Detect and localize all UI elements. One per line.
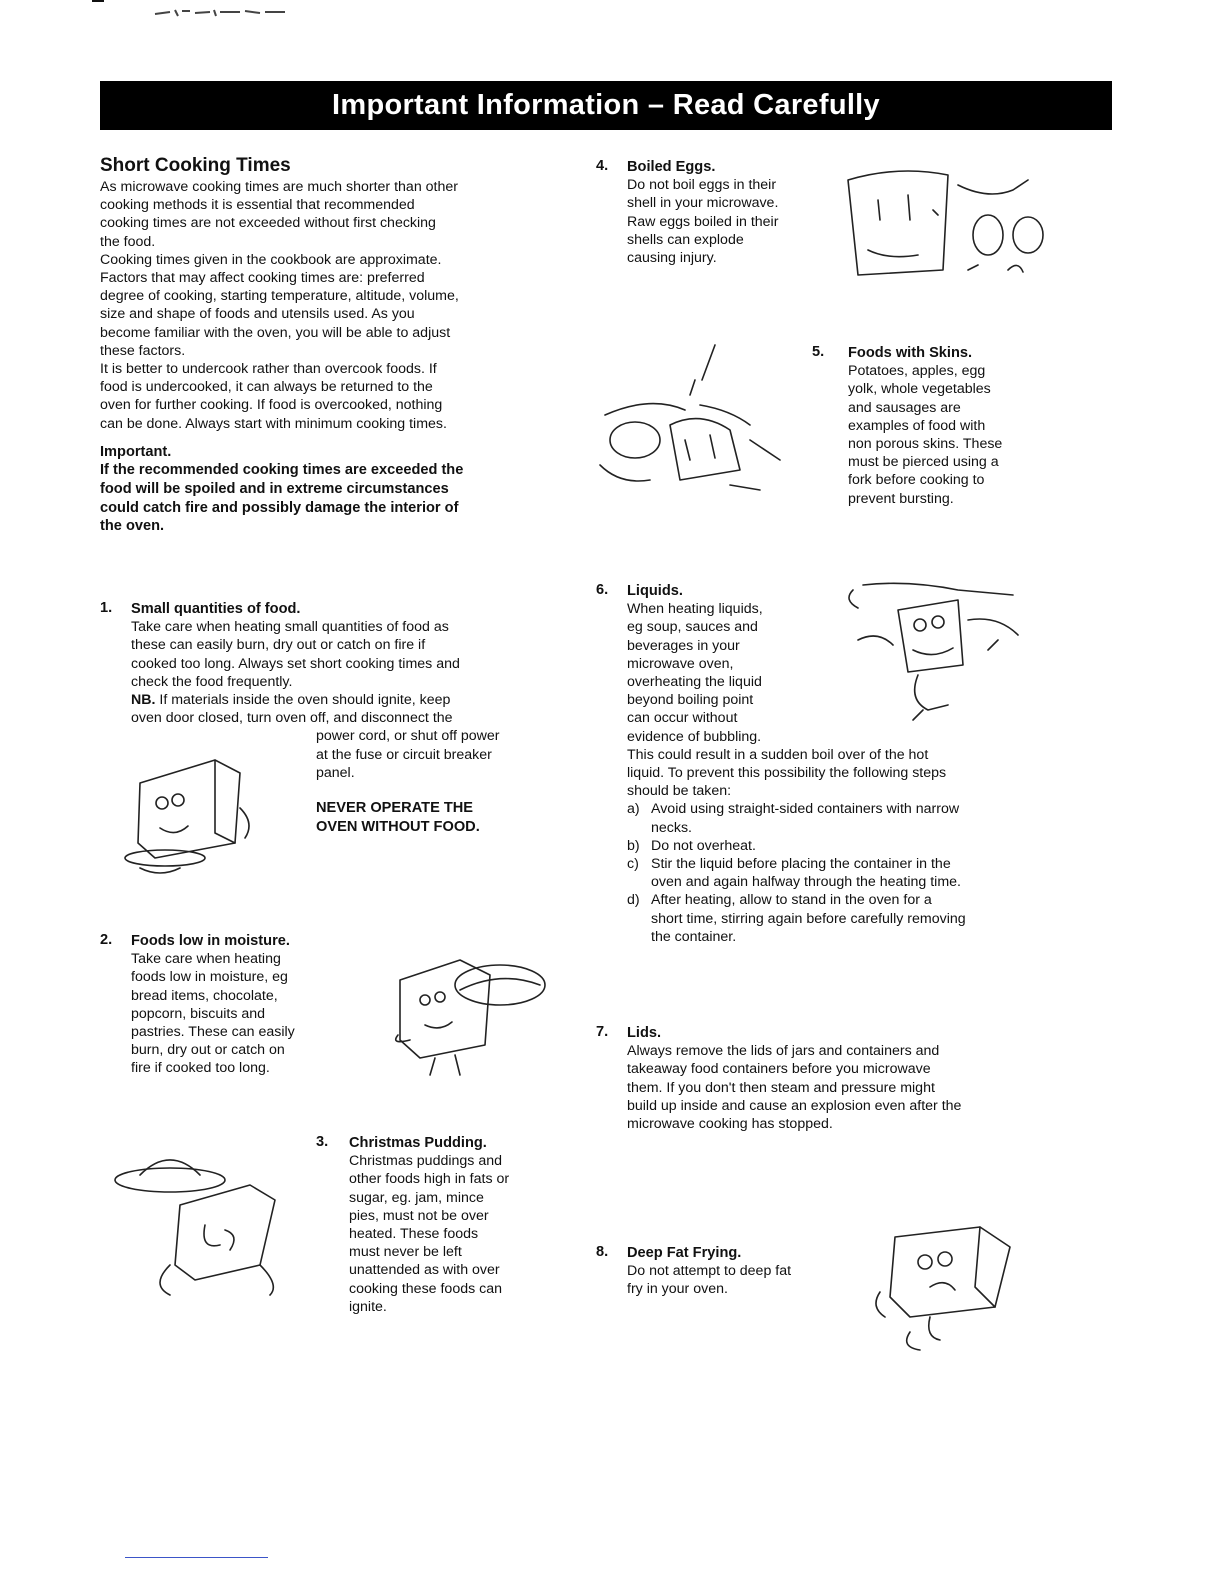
- banner-title: Important Information – Read Carefully: [332, 89, 880, 121]
- text-line: become familiar with the oven, you will be able to adjust: [100, 324, 451, 341]
- text-line: can occur without: [627, 710, 738, 727]
- text-line: must never be left: [349, 1244, 462, 1261]
- text-line: fork before cooking to: [848, 472, 985, 489]
- important-label: Important.: [100, 443, 172, 460]
- item-title: Small quantities of food.: [131, 601, 301, 617]
- text-line: ignite.: [349, 1298, 387, 1315]
- text-line: other foods high in fats or: [349, 1171, 510, 1188]
- text-line: size and shape of foods and utensils used. As you: [100, 306, 415, 323]
- text-line: popcorn, biscuits and: [131, 1005, 266, 1022]
- text-line: overheating the liquid: [627, 674, 762, 691]
- bread-microwave-cartoon-illustration: [380, 940, 550, 1085]
- text-line: takeaway food containers before you microwave: [627, 1061, 931, 1078]
- text-line: fire if cooked too long.: [131, 1060, 270, 1077]
- item-text: [349, 1152, 576, 1316]
- text-line: liquid. To prevent this possibility the following steps: [627, 765, 947, 782]
- item-number: 1.: [100, 600, 113, 616]
- item-title: Foods with Skins.: [848, 345, 973, 361]
- text-line: panel.: [316, 764, 355, 781]
- text-line: and sausages are: [848, 399, 961, 416]
- text-line: Factors that may affect cooking times are: preferred: [100, 270, 425, 287]
- text-line: Do not overheat.: [651, 837, 756, 854]
- text-line: As microwave cooking times are much shorter than other: [100, 179, 458, 195]
- text-line: build up inside and cause an explosion even after the: [627, 1097, 962, 1114]
- item-deep-fat-frying: [596, 1244, 856, 1299]
- eggs-microwave-cartoon-illustration: [838, 160, 1053, 285]
- text-line: heated. These foods: [349, 1226, 479, 1243]
- text-line: This could result in a sudden boil over of the hot: [627, 746, 929, 763]
- section-heading: Short Cooking Times: [100, 155, 291, 176]
- text-line: oven and again halfway through the heating time.: [651, 874, 961, 891]
- text-line: After heating, allow to stand in the oven for a: [651, 892, 932, 909]
- item-low-moisture: [100, 932, 400, 1078]
- list-item: [627, 891, 1076, 946]
- page-banner: [100, 81, 1112, 130]
- text-line: It is better to undercook rather than overcook foods. If: [100, 361, 437, 378]
- text-line: these can easily burn, dry out or catch on fire if: [131, 637, 426, 654]
- list-item: [627, 837, 1076, 855]
- text-line: beyond boiling point: [627, 692, 754, 709]
- text-line: pies, must not be over: [349, 1207, 489, 1224]
- text-line: degree of cooking, starting temperature, altitude, volume,: [100, 288, 459, 305]
- list-item: [627, 800, 1076, 836]
- nb-label: NB.: [131, 692, 156, 709]
- item-text: [627, 1262, 856, 1298]
- nb-continued: [316, 727, 570, 782]
- text-line: beverages in your: [627, 637, 740, 654]
- item-text: [627, 1042, 1076, 1133]
- text-line: at the fuse or circuit breaker: [316, 746, 492, 763]
- text-line: OVEN WITHOUT FOOD.: [316, 818, 480, 835]
- text-line: Christmas puddings and: [349, 1153, 502, 1170]
- step-label: d): [627, 892, 640, 909]
- text-line: should be taken:: [627, 783, 732, 800]
- frying-microwave-cartoon-illustration: [870, 1222, 1020, 1352]
- list-item: [627, 855, 1076, 891]
- text-line: NEVER OPERATE THE: [316, 800, 474, 817]
- item-number: 7.: [596, 1024, 609, 1040]
- text-line: prevent bursting.: [848, 490, 954, 507]
- item-title: Lids.: [627, 1025, 662, 1041]
- text-line: necks.: [651, 819, 693, 836]
- text-line: can be done. Always start with minimum cooking times.: [100, 415, 447, 432]
- text-line: microwave oven,: [627, 655, 734, 672]
- text-line: When heating liquids,: [627, 601, 763, 618]
- step-label: c): [627, 856, 639, 873]
- step-label: a): [627, 801, 640, 818]
- item-text: [848, 362, 1052, 508]
- text-line: Stir the liquid before placing the container in the: [651, 856, 951, 873]
- text-line: microwave cooking has stopped.: [627, 1116, 833, 1133]
- pudding-microwave-cartoon-illustration: [110, 1135, 295, 1300]
- item-boiled-eggs: [596, 158, 836, 267]
- text-line: cooking these foods can: [349, 1280, 503, 1297]
- nb-line: [131, 691, 570, 709]
- item-number: 2.: [100, 932, 113, 948]
- text-line: cooked too long. Always set short cooking times and: [131, 655, 460, 672]
- text-line: these factors.: [100, 342, 186, 359]
- text-line: power cord, or shut off power: [316, 728, 500, 745]
- text-line: cooking methods it is essential that recommended: [100, 197, 415, 214]
- text-line: the oven.: [100, 518, 165, 535]
- text-line: could catch fire and possibly damage the interior of: [100, 499, 459, 516]
- item-title: Boiled Eggs.: [627, 159, 716, 175]
- item-number: 5.: [812, 344, 825, 360]
- text-line: Potatoes, apples, egg: [848, 363, 986, 380]
- text-line: food is undercooked, it can always be returned to the: [100, 379, 433, 396]
- text-line: evidence of bubbling.: [627, 728, 762, 745]
- item-lids: [596, 1024, 1076, 1133]
- text-line: eg soup, sauces and: [627, 619, 758, 636]
- short-cooking-section: [100, 155, 570, 536]
- text-line: food will be spoiled and in extreme circumstances: [100, 481, 449, 498]
- boiling-liquid-cartoon-illustration: [838, 580, 1053, 725]
- footer-rule: [125, 1557, 268, 1558]
- text-line: bread items, chocolate,: [131, 987, 278, 1004]
- text-line: unattended as with over: [349, 1262, 500, 1279]
- text-line: must be pierced using a: [848, 454, 999, 471]
- text-line: If the recommended cooking times are exceeded the: [100, 462, 464, 479]
- scan-corner-mark: [92, 0, 104, 2]
- item-title: Foods low in moisture.: [131, 933, 290, 949]
- item-title: Deep Fat Frying.: [627, 1245, 742, 1261]
- text-line: fry in your oven.: [627, 1281, 728, 1298]
- text-line: Do not boil eggs in their: [627, 177, 777, 194]
- text-line: sugar, eg. jam, mince: [349, 1189, 484, 1206]
- item-number: 8.: [596, 1244, 609, 1260]
- liquid-steps-list: [627, 800, 1076, 946]
- text-line: oven door closed, turn oven off, and disconnect the: [131, 710, 453, 727]
- text-line: Always remove the lids of jars and containers and: [627, 1043, 940, 1060]
- text-line: check the food frequently.: [131, 673, 293, 690]
- text-line: the container.: [651, 928, 737, 945]
- text-line: If materials inside the oven should ignite, keep: [155, 692, 451, 709]
- text-line: Take care when heating small quantities of food as: [131, 619, 449, 636]
- text-line: examples of food with: [848, 417, 986, 434]
- text-line: cooking times are not exceeded without first checking: [100, 215, 436, 232]
- text-line: Take care when heating: [131, 951, 281, 968]
- microwave-cartoon-illustration: [120, 748, 260, 883]
- item-text: [627, 176, 836, 267]
- text-line: Cooking times given in the cookbook are approximate.: [100, 251, 442, 268]
- text-line: shells can explode: [627, 231, 744, 248]
- text-line: burn, dry out or catch on: [131, 1042, 285, 1059]
- never-operate-warning: [316, 799, 570, 836]
- item-number: 6.: [596, 582, 609, 598]
- text-line: pastries. These can easily: [131, 1024, 295, 1041]
- text-line: causing injury.: [627, 250, 717, 267]
- text-line: Do not attempt to deep fat: [627, 1263, 792, 1280]
- item-text: [131, 618, 570, 727]
- scan-noise-mark: [150, 6, 290, 18]
- item-foods-with-skins: [812, 344, 1052, 508]
- item-number: 3.: [316, 1134, 329, 1150]
- text-line: yolk, whole vegetables: [848, 381, 991, 398]
- text-line: Raw eggs boiled in their: [627, 213, 779, 230]
- item-text: [131, 950, 400, 1077]
- text-line: shell in your microwave.: [627, 195, 779, 212]
- item-christmas-pudding: [316, 1134, 576, 1316]
- text-line: them. If you don't then steam and pressure might: [627, 1079, 935, 1096]
- text-line: Avoid using straight-sided containers with narrow: [651, 801, 960, 818]
- text-line: oven for further cooking. If food is overcooked, nothing: [100, 397, 443, 414]
- step-label: b): [627, 837, 640, 854]
- text-line: the food.: [100, 233, 156, 250]
- important-warning: [100, 461, 570, 535]
- text-line: short time, stirring again before carefully removing: [651, 910, 966, 927]
- text-line: non porous skins. These: [848, 436, 1003, 453]
- item-number: 4.: [596, 158, 609, 174]
- item-title: Liquids.: [627, 583, 683, 599]
- item-title: Christmas Pudding.: [349, 1135, 487, 1151]
- text-line: foods low in moisture, eg: [131, 969, 288, 986]
- pierced-potato-cartoon-illustration: [590, 340, 805, 495]
- short-cooking-text: [100, 178, 570, 433]
